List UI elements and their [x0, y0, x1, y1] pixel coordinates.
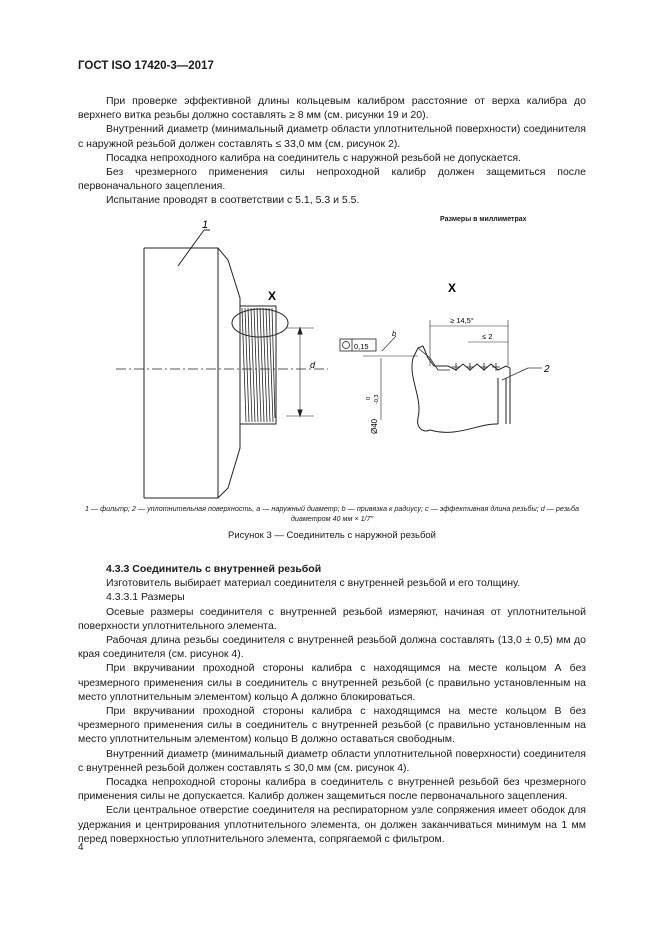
- paragraph: Испытание проводят в соответствии с 5.1, 5.3 и 5.5.: [106, 194, 360, 207]
- item-1-label: 1: [202, 219, 209, 231]
- min-2-dimension: ≤ 2: [482, 332, 493, 341]
- paragraph: Внутренний диаметр (минимальный диаметр области уплотнительной поверхности) соединителя с наружной резьбой должен составлять ≤ 33,0 мм (см. рисунок 2).: [78, 123, 586, 150]
- paragraph: Посадка непроходного калибра на соединитель с наружной резьбой не допускается.: [106, 151, 521, 164]
- paragraph: Внутренний диаметр (минимальный диаметр области уплотнительной поверхности) соединителя с внутренней резьбой должен составлять ≤ 30,0 мм (см. рисунок 4).: [78, 747, 586, 774]
- subsection-heading: 4.3.3.1 Размеры: [106, 591, 185, 604]
- diameter-lower-tolerance: -0,3: [374, 394, 380, 404]
- page-number: 4: [78, 842, 84, 853]
- paragraph: При вкручивании проходной стороны калибра с находящимся на месте кольцом А без чрезмерного применения силы в соединитель с внутренней резьбой (с правильно установленным на место уплотнительным элементом) кольцо А должно блокироваться.: [78, 662, 586, 703]
- angle-dimension: ≥ 14,5°: [450, 316, 474, 325]
- units-note: Размеры в миллиметрах: [440, 216, 527, 223]
- tolerance-value: 0,15: [354, 342, 369, 351]
- paragraph: Рабочая длина резьбы соединителя с внутренней резьбой должна составлять (13,0 ± 0,5) мм до края соединителя (см. рисунок 4).: [78, 634, 586, 661]
- section-text-block: [78, 562, 586, 846]
- document-header: ГОСТ ISO 17420-3—2017: [78, 60, 214, 72]
- section-heading: 4.3.3 Соединитель с внутренней резьбой: [106, 563, 322, 575]
- paragraph: Посадка непроходной стороны калибра в соединитель с внутренней резьбой без чрезмерного применения силы не допускается. Калибр должен защемиться после первоначального зацепления.: [78, 776, 586, 803]
- paragraph: Если центральное отверстие соединителя на респираторном узле сопряжения имеет ободок для удержания и центрирования уплотнительного элемента, он должен заканчиваться минимум на 1 мм перед поверхностью уплотнительного элемента, сопрягаемой с фильтром.: [78, 804, 586, 845]
- figure-caption: Рисунок 3 — Соединитель с наружной резьбой: [228, 530, 436, 541]
- paragraph: Изготовитель выбирает материал соединителя с внутренней резьбой и его толщину.: [106, 577, 521, 590]
- d-label: d: [310, 360, 316, 370]
- detail-x-title: X: [448, 281, 457, 295]
- b-label: b: [392, 329, 397, 338]
- item-2-label: 2: [544, 364, 550, 375]
- paragraph: Без чрезмерного применения силы непроходной калибр должен защемиться после первоначального зацепления.: [78, 166, 586, 193]
- paragraph: Осевые размеры соединителя с внутренней резьбой измеряют, начиная от уплотнительной поверхности уплотнительного элемента.: [78, 605, 586, 632]
- figure-legend: 1 — фильтр; 2 — уплотнительная поверхность, a — наружный диаметр; b — привязка к радиусу; c — эффективная длина резьбы; d — резьба диаметром 40 мм × 1/7": [85, 504, 579, 523]
- connector-drawing: [78, 208, 586, 508]
- detail-x-marker: X: [268, 289, 277, 303]
- diameter-upper-tolerance: 0: [366, 396, 372, 400]
- paragraph: При вкручивании проходной стороны калибра с находящимся на месте кольцом В без чрезмерного применения силы в соединитель с внутренней резьбой (с правильно установленным на место уплотнительным элементом) кольцо В должно оставаться свободным.: [78, 705, 586, 746]
- paragraph: При проверке эффективной длины кольцевым калибром расстояние от верха калибра до верхнего витка резьбы должно составлять ≥ 8 мм (см. рисунки 19 и 20).: [78, 95, 586, 122]
- diameter-dimension: Ø40: [370, 418, 379, 434]
- top-text-block: [78, 94, 586, 208]
